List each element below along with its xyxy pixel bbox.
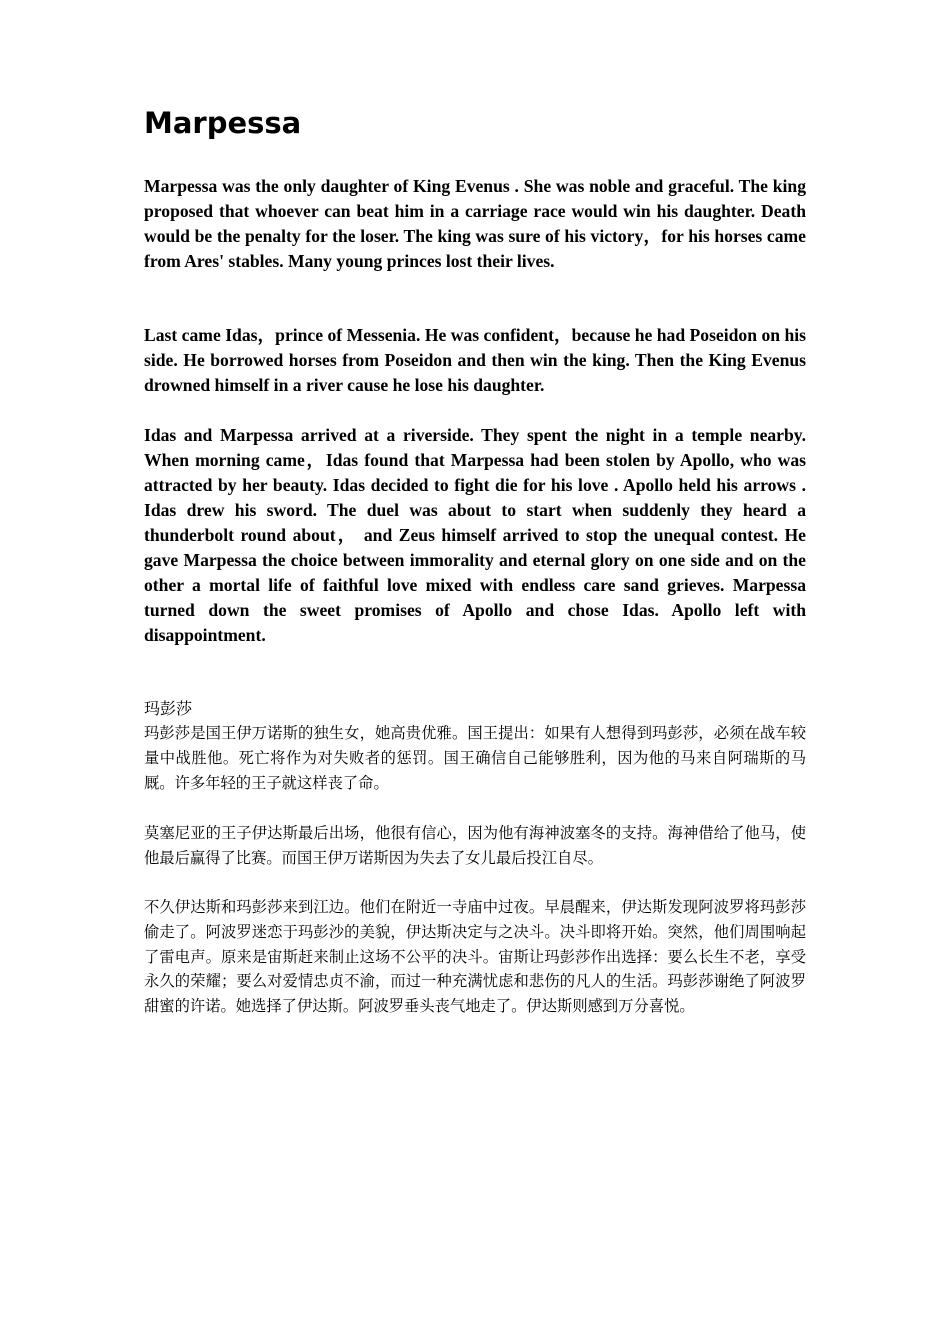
chinese-paragraph-3: 不久伊达斯和玛彭莎来到江边。他们在附近一寺庙中过夜。早晨醒来，伊达斯发现阿波罗将玛彭莎偷走了。阿波罗迷恋于玛彭沙的美貌，伊达斯决定与之决斗。决斗即将开始。突然，他们周围响起了雷电声。原来是宙斯赶来制止这场不公平的决斗。宙斯让玛彭莎作出选择：要么长生不老，享受永久的荣耀；要么对爱情忠贞不渝，而过一种充满忧虑和悲伤的凡人的生活。玛彭莎谢绝了阿波罗甜蜜的许诺。她选择了伊达斯。阿波罗垂头丧气地走了。伊达斯则感到万分喜悦。 bbox=[144, 898, 806, 1016]
english-paragraph-2: Last came Idas，prince of Messenia. He was confident，because he had Poseidon on his side. He borrowed horses from Poseidon and then win the king. Then the King Evenus drowned himself in a river cause he lose his daughter. bbox=[144, 325, 806, 395]
chinese-title: 玛彭莎 bbox=[144, 699, 193, 718]
document-title: Marpessa bbox=[144, 106, 302, 140]
english-paragraph-1: Marpessa was the only daughter of King Evenus . She was noble and graceful. The king proposed that whoever can beat him in a carriage race would win his daughter. Death would be the penalty for the loser. The king was sure of his victory，for his horses came from Ares' stables. Many young princes lost their lives. bbox=[144, 176, 806, 271]
chinese-paragraph-2: 莫塞尼亚的王子伊达斯最后出场，他很有信心，因为他有海神波塞冬的支持。海神借给了他马，使他最后赢得了比赛。而国王伊万诺斯因为失去了女儿最后投江自尽。 bbox=[144, 824, 806, 867]
chinese-paragraph-1: 玛彭莎是国王伊万诺斯的独生女，她高贵优雅。国王提出：如果有人想得到玛彭莎，必须在战车较量中战胜他。死亡将作为对失败者的惩罚。国王确信自己能够胜利，因为他的马来自阿瑞斯的马厩。许多年轻的王子就这样丧了命。 bbox=[144, 724, 806, 792]
english-paragraph-3: Idas and Marpessa arrived at a riverside. They spent the night in a temple nearby. When morning came，Idas found that Marpessa had been stolen by Apollo, who was attracted by her beauty. Idas decided to fight die for his love . Apollo held his arrows . Idas drew his sword. The duel was about to start when suddenly they heard a thunderbolt round about， and Zeus himself arrived to stop the unequal contest. He gave Marpessa the choice between immorality and eternal glory on one side and on the other a mortal life of faithful love mixed with endless care sand grieves. Marpessa turned down the sweet promises of Apollo and chose Idas. Apollo left with disappointment. bbox=[144, 425, 806, 645]
